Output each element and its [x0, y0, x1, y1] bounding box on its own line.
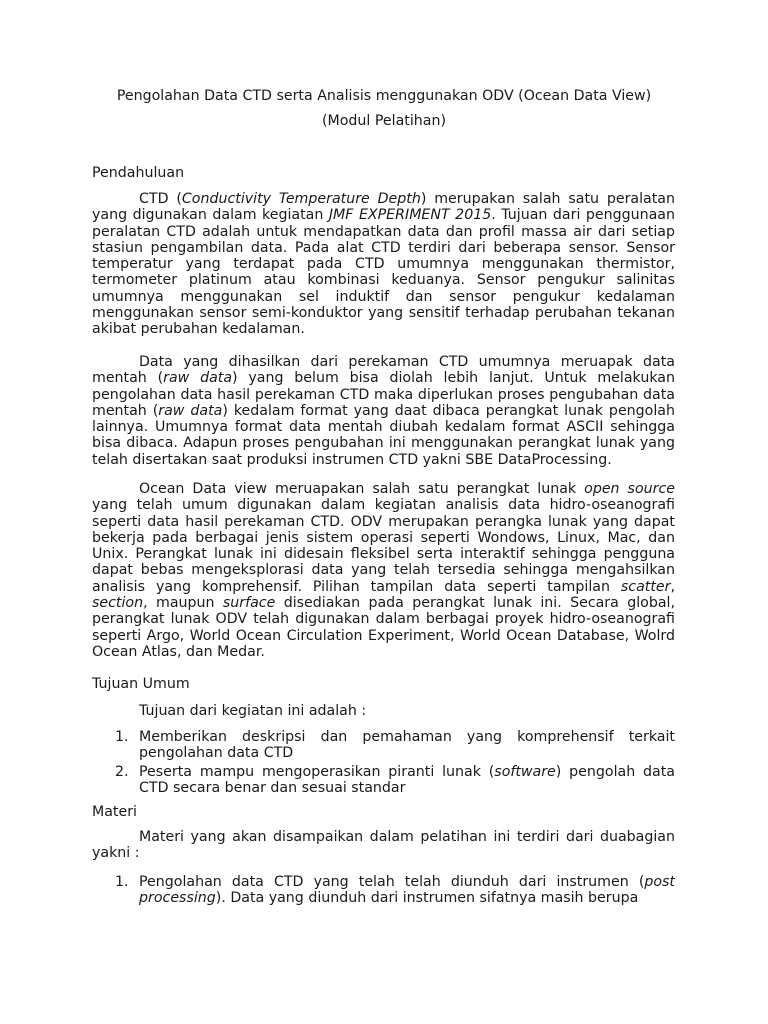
list-number: 1. — [115, 874, 129, 890]
materi-list — [92, 874, 675, 908]
paragraph-pendahuluan-1: CTD (Conductivity Temperature Depth) merupakan salah satu peralatan yang digunakan dalam kegiatan JMF EXPERIMENT 2015. Tujuan dari penggunaan peralatan CTD adalah untuk mendapatkan data dan profil massa air dari setiap stasiun pengambilan data. Pada alat CTD terdiri dari beberapa sensor. Sensor temperatur yang terdapat pada CTD umumnya menggunakan thermistor, termometer platinum atau kombinasi keduanya. Sensor pengukur salinitas umumnya menggunakan sel induktif dan sensor pengukur kedalaman menggunakan sensor semi-konduktor yang sensitif terhadap perubahan tekanan akibat perubahan kedalaman. — [92, 191, 675, 338]
document-subtitle: (Modul Pelatihan) — [321, 113, 447, 129]
list-number: 2. — [115, 763, 129, 780]
list-item — [92, 729, 675, 762]
section-heading-pendahuluan: Pendahuluan — [92, 165, 185, 181]
list-item — [92, 764, 675, 797]
document-title: Pengolahan Data CTD serta Analisis menggunakan ODV (Ocean Data View) — [116, 88, 652, 104]
tujuan-list — [92, 729, 675, 798]
list-item-text: Pengolahan data CTD yang telah telah diunduh dari instrumen (post processing). Data yang diunduh dari instrumen sifatnya masih berupa — [139, 874, 675, 906]
paragraph-tujuan-intro: Tujuan dari kegiatan ini adalah : — [139, 703, 367, 719]
list-item-text: Memberikan deskripsi dan pemahaman yang komprehensif terkait pengolahan data CTD — [139, 729, 675, 762]
section-heading-materi: Materi — [92, 804, 138, 820]
section-heading-tujuan-umum: Tujuan Umum — [92, 676, 190, 692]
paragraph-pendahuluan-3: Ocean Data view meruapakan salah satu perangkat lunak open source yang telah umum digunakan dalam kegiatan analisis data hidro-oseanografi seperti data hasil perekaman CTD. ODV merupakan perangka lunak yang dapat bekerja pada berbagai jenis sistem operasi seperti Wondows, Linux, Mac, dan Unix. Perangkat lunak ini didesain fleksibel serta interaktif sehingga pengguna dapat bebas mengeksplorasi data yang telah tersedia sehingga mengahsilkan analisis yang komprehensif. Pilihan tampilan data seperti tampilan scatter, section, maupun surface disediakan pada perangkat lunak ini. Secara global, perangkat lunak ODV telah digunakan dalam berbagai proyek hidro-oseanografi seperti Argo, World Ocean Circulation Experiment, World Ocean Database, Wolrd Ocean Atlas, dan Medar. — [92, 481, 675, 660]
list-item — [92, 874, 675, 906]
paragraph-materi-intro: Materi yang akan disampaikan dalam pelatihan ini terdiri dari duabagian yakni : — [92, 829, 675, 862]
list-number: 1. — [115, 729, 129, 745]
list-item-text: Peserta mampu mengoperasikan piranti lunak (software) pengolah data CTD secara benar dan sesuai standar — [139, 763, 675, 796]
paragraph-pendahuluan-2: Data yang dihasilkan dari perekaman CTD umumnya meruapak data mentah (raw data) yang belum bisa diolah lebih lanjut. Untuk melakukan pengolahan data hasil perekaman CTD maka diperlukan proses pengubahan data mentah (raw data) kedalam format yang daat dibaca perangkat lunak pengolah lainnya. Umumnya format data mentah diubah kedalam format ASCII sehingga bisa dibaca. Adapun proses pengubahan ini menggunakan perangkat lunak yang telah disertakan saat produksi instrumen CTD yakni SBE DataProcessing. — [92, 354, 675, 468]
